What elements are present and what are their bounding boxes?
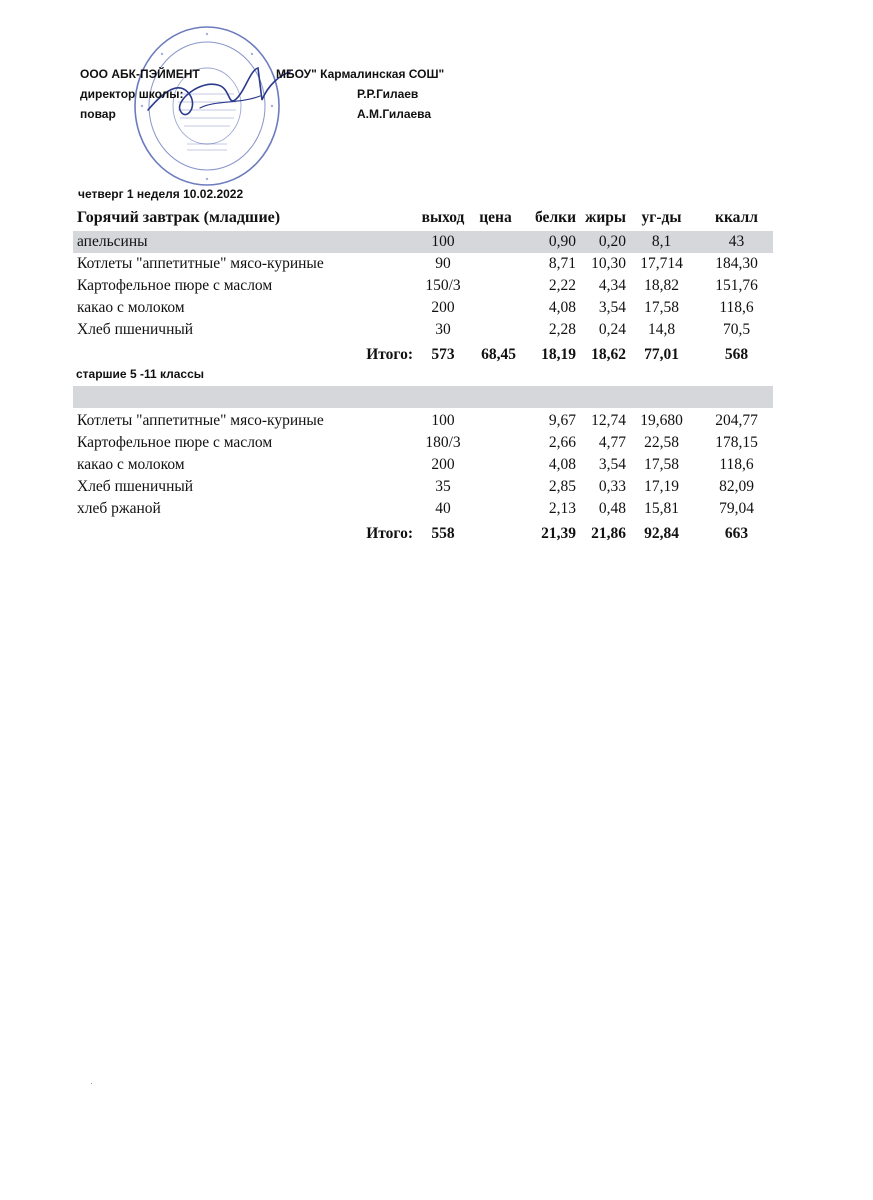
org-left: ООО АБК-ПЭЙМЕНТ — [80, 67, 200, 81]
col-kcal: ккалл — [715, 209, 758, 226]
dish-carbs: 14,8 — [647, 321, 676, 338]
dish-name: Картофельное пюре с маслом — [77, 434, 273, 451]
table-row — [73, 231, 773, 253]
dish-carbs: 22,58 — [644, 434, 679, 451]
total-kcal: 568 — [724, 346, 749, 363]
dish-name: апельсины — [77, 233, 148, 250]
dish-protein: 9,67 — [548, 412, 576, 429]
total-out: 573 — [431, 346, 455, 363]
scan-speck — [91, 1083, 92, 1084]
total-row — [73, 523, 773, 545]
dish-carbs: 18,82 — [644, 277, 679, 294]
dish-name: Хлеб пшеничный — [77, 321, 194, 338]
dish-kcal: 118,6 — [719, 299, 754, 316]
dish-name: Хлеб пшеничный — [77, 478, 194, 495]
dish-protein: 4,08 — [548, 456, 576, 473]
dish-protein: 8,71 — [548, 255, 576, 272]
col-carbs: уг-ды — [641, 209, 682, 226]
total-label: Итого: — [366, 346, 413, 363]
dish-out: 100 — [431, 233, 455, 250]
dish-protein: 4,08 — [548, 299, 576, 316]
dish-carbs: 15,81 — [644, 500, 679, 517]
dish-out: 35 — [435, 478, 451, 495]
senior-section-title: старшие 5 -11 классы — [76, 367, 205, 381]
dish-protein: 2,13 — [548, 500, 576, 517]
dish-fat: 3,54 — [598, 299, 626, 316]
dish-out: 100 — [431, 412, 455, 429]
dish-carbs: 17,714 — [640, 255, 683, 272]
director-name: Р.Р.Гилаев — [357, 87, 419, 101]
table-row — [73, 476, 773, 498]
dish-fat: 12,74 — [591, 412, 626, 429]
col-price: цена — [479, 209, 512, 226]
dish-carbs: 17,19 — [644, 478, 679, 495]
director-label: директор школы: — [80, 87, 184, 101]
table-row-empty — [73, 386, 773, 408]
total-carbs: 92,84 — [644, 525, 679, 542]
dish-protein: 2,85 — [548, 478, 576, 495]
total-protein: 18,19 — [541, 346, 576, 363]
dish-kcal: 184,30 — [715, 255, 758, 272]
dish-name: хлеб ржаной — [77, 500, 161, 517]
org-right: МБОУ" Кармалинская СОШ" — [276, 67, 445, 81]
dish-protein: 2,28 — [548, 321, 576, 338]
table-row — [73, 498, 773, 520]
table-row — [73, 454, 773, 476]
date-line: четверг 1 неделя 10.02.2022 — [78, 187, 244, 201]
dish-out: 150/3 — [425, 277, 461, 294]
dish-kcal: 151,76 — [715, 277, 758, 294]
dish-out: 200 — [431, 299, 455, 316]
table-row — [73, 275, 773, 297]
total-row — [73, 344, 773, 366]
table-row — [73, 410, 773, 432]
dish-out: 40 — [435, 500, 451, 517]
dish-carbs: 17,58 — [644, 456, 679, 473]
dish-out: 30 — [435, 321, 451, 338]
cook-name: А.М.Гилаева — [357, 107, 432, 121]
total-carbs: 77,01 — [644, 346, 679, 363]
table-title: Горячий завтрак (младшие) — [77, 209, 281, 226]
total-protein: 21,39 — [541, 525, 576, 542]
dish-fat: 0,24 — [598, 321, 626, 338]
dish-protein: 2,22 — [548, 277, 576, 294]
total-kcal: 663 — [724, 525, 749, 542]
dish-name: Котлеты "аппетитные" мясо-куриные — [77, 412, 324, 429]
dish-fat: 0,33 — [598, 478, 626, 495]
dish-fat: 3,54 — [598, 456, 626, 473]
dish-fat: 4,34 — [598, 277, 626, 294]
total-fat: 18,62 — [591, 346, 626, 363]
col-fat: жиры — [585, 209, 626, 226]
col-out: выход — [421, 209, 465, 226]
dish-kcal: 204,77 — [715, 412, 758, 429]
dish-carbs: 8,1 — [651, 233, 672, 250]
dish-out: 180/3 — [425, 434, 461, 451]
dish-protein: 2,66 — [548, 434, 576, 451]
table-row — [73, 253, 773, 275]
dish-kcal: 82,09 — [719, 478, 754, 495]
dish-fat: 4,77 — [598, 434, 626, 451]
dish-fat: 0,48 — [598, 500, 626, 517]
table-row — [73, 432, 773, 454]
dish-carbs: 19,680 — [640, 412, 683, 429]
table-row — [73, 319, 773, 341]
cook-label: повар — [80, 107, 116, 121]
dish-kcal: 43 — [728, 233, 745, 250]
dish-fat: 10,30 — [591, 255, 626, 272]
total-out: 558 — [431, 525, 455, 542]
col-protein: белки — [535, 209, 576, 226]
dish-carbs: 17,58 — [644, 299, 679, 316]
table-row — [73, 297, 773, 319]
dish-out: 90 — [435, 255, 451, 272]
dish-protein: 0,90 — [548, 233, 576, 250]
total-fat: 21,86 — [591, 525, 626, 542]
dish-kcal: 79,04 — [719, 500, 754, 517]
dish-kcal: 178,15 — [715, 434, 758, 451]
dish-out: 200 — [431, 456, 455, 473]
dish-kcal: 70,5 — [722, 321, 751, 338]
dish-name: Картофельное пюре с маслом — [77, 277, 273, 294]
table-header-row — [73, 207, 773, 229]
total-label: Итого: — [366, 525, 413, 542]
total-price: 68,45 — [481, 346, 516, 363]
dish-name: Котлеты "аппетитные" мясо-куриные — [77, 255, 324, 272]
dish-name: какао с молоком — [77, 299, 185, 316]
dish-kcal: 118,6 — [719, 456, 754, 473]
dish-fat: 0,20 — [598, 233, 626, 250]
dish-name: какао с молоком — [77, 456, 185, 473]
